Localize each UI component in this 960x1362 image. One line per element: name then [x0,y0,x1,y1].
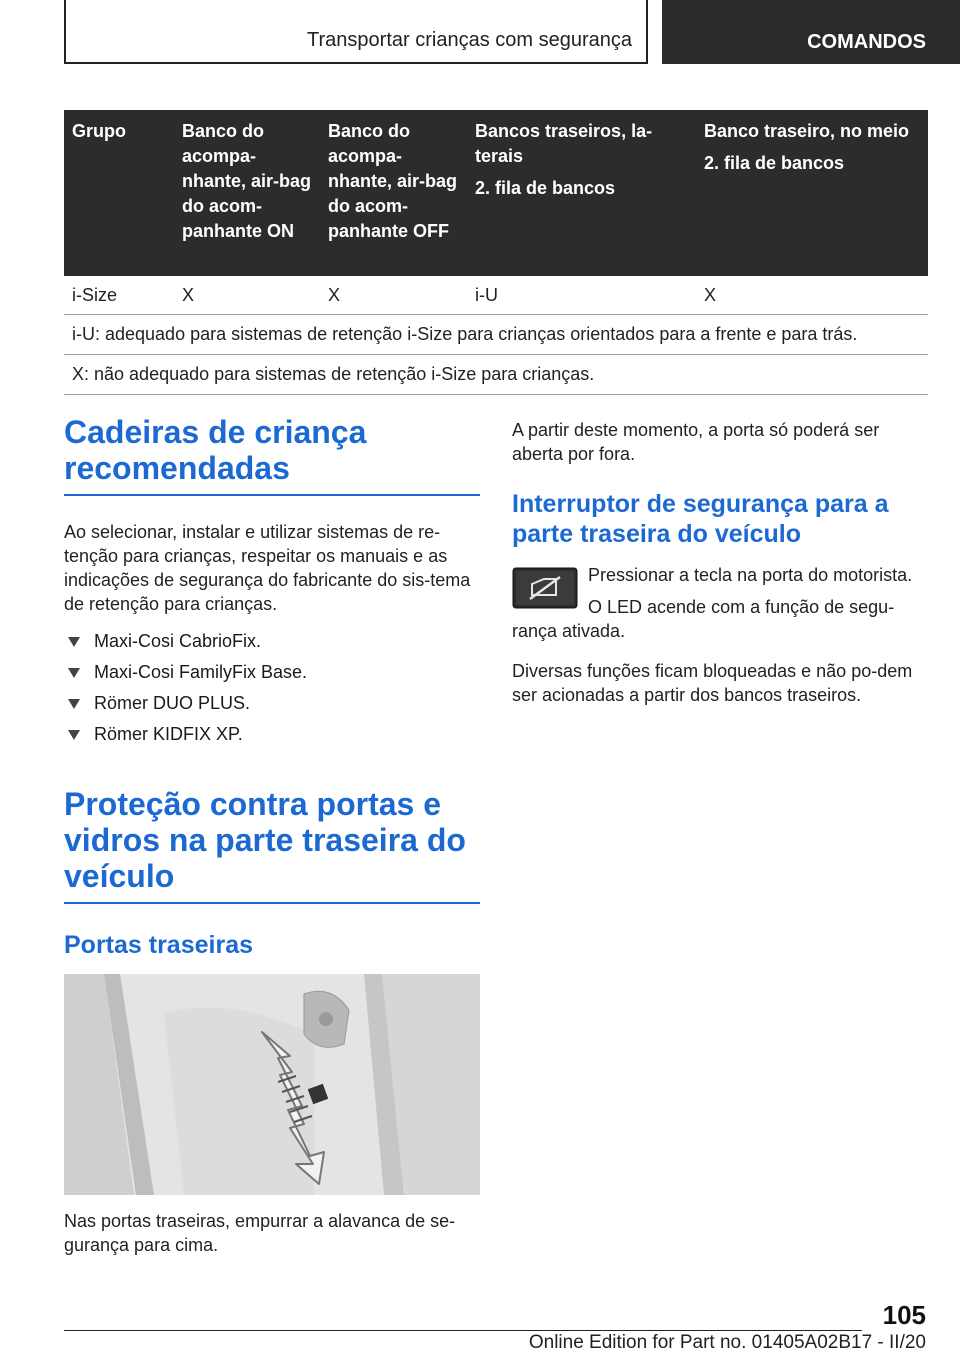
page-number: 105 [882,1300,926,1330]
door-lock-illustration [64,974,480,1195]
table-note-x: X: não adequado para sistemas de retenção i-Size para crianças. [64,355,928,395]
footer-rule [64,1330,862,1331]
isize-table [64,110,928,395]
heading-rear-doors: Portas traseiras [64,931,254,959]
table-cell: i-Size [72,285,118,305]
list-item: Römer DUO PLUS. [64,691,480,715]
left-column [64,414,480,1257]
triangle-bullet-icon [68,637,80,647]
col-header-rear-middle: Banco traseiro, no meio 2. fila de bancos [704,121,910,173]
header-frame [64,0,648,64]
door-lever-arrow-icon [64,974,480,1195]
press-button-text: Pressionar a tecla na porta do motorista. [588,565,913,585]
col-header-rear-outer: Bancos traseiros, la-terais 2. fila de bancos [475,121,653,198]
list-item: Maxi-Cosi CabrioFix. [64,629,480,653]
outside-opening-note: A partir deste momento, a porta só poderá ser aberta por fora. [512,420,880,464]
led-text: O LED acende com a função de segu-rança ativada. [512,597,895,641]
heading-child-protection: Proteção contra portas e vidros na parte traseira do veículo [64,786,480,904]
table-header [64,110,928,276]
blocked-functions-text: Diversas funções ficam bloqueadas e não po-dem ser acionadas a partir dos bancos traseiros. [512,661,913,705]
triangle-bullet-icon [68,730,80,740]
chapter-title: Transportar crianças com segurança [307,29,632,51]
heading-recommended-seats: Cadeiras de criança recomendadas [64,414,480,496]
heading-rear-safety-switch: Interruptor de segurança para a parte traseira do veículo [512,490,889,548]
list-item: Römer KIDFIX XP. [64,722,480,746]
triangle-bullet-icon [68,699,80,709]
rear-doors-text: Nas portas traseiras, empurrar a alavanca de se-gurança para cima. [64,1211,456,1255]
col-header-passenger-airbag-off: Banco do acompa-nhante, air-bag do acom-panhante OFF [328,121,458,241]
footer-edition: Online Edition for Part no. 01405A02B17 - II/20 [528,1332,926,1353]
section-tab [662,0,960,64]
table-note-iu: i-U: adequado para sistemas de retenção i-Size para crianças orientados para a frente e para trás. [64,315,928,355]
list-item: Maxi-Cosi FamilyFix Base. [64,660,480,684]
seats-intro: Ao selecionar, instalar e utilizar sistemas de re-tenção para crianças, respeitar os manuais e as indicações de segurança do fabricante do sis-tema de retenção para crianças. [64,522,471,614]
seat-list [64,629,480,746]
col-header-passenger-airbag-on: Banco do acompa-nhante, air-bag do acom-panhante ON [182,121,312,241]
right-column [512,414,928,707]
table-cell: X [182,285,195,305]
window-lock-button-icon [512,567,578,609]
col-header-group: Grupo [72,121,126,141]
triangle-bullet-icon [68,668,80,678]
section-label: COMANDOS [807,31,926,53]
table-cell: X [704,285,717,305]
table-row [64,276,928,315]
switch-instructions [512,563,928,643]
table-cell: i-U [475,285,498,305]
table-cell: X [328,285,341,305]
